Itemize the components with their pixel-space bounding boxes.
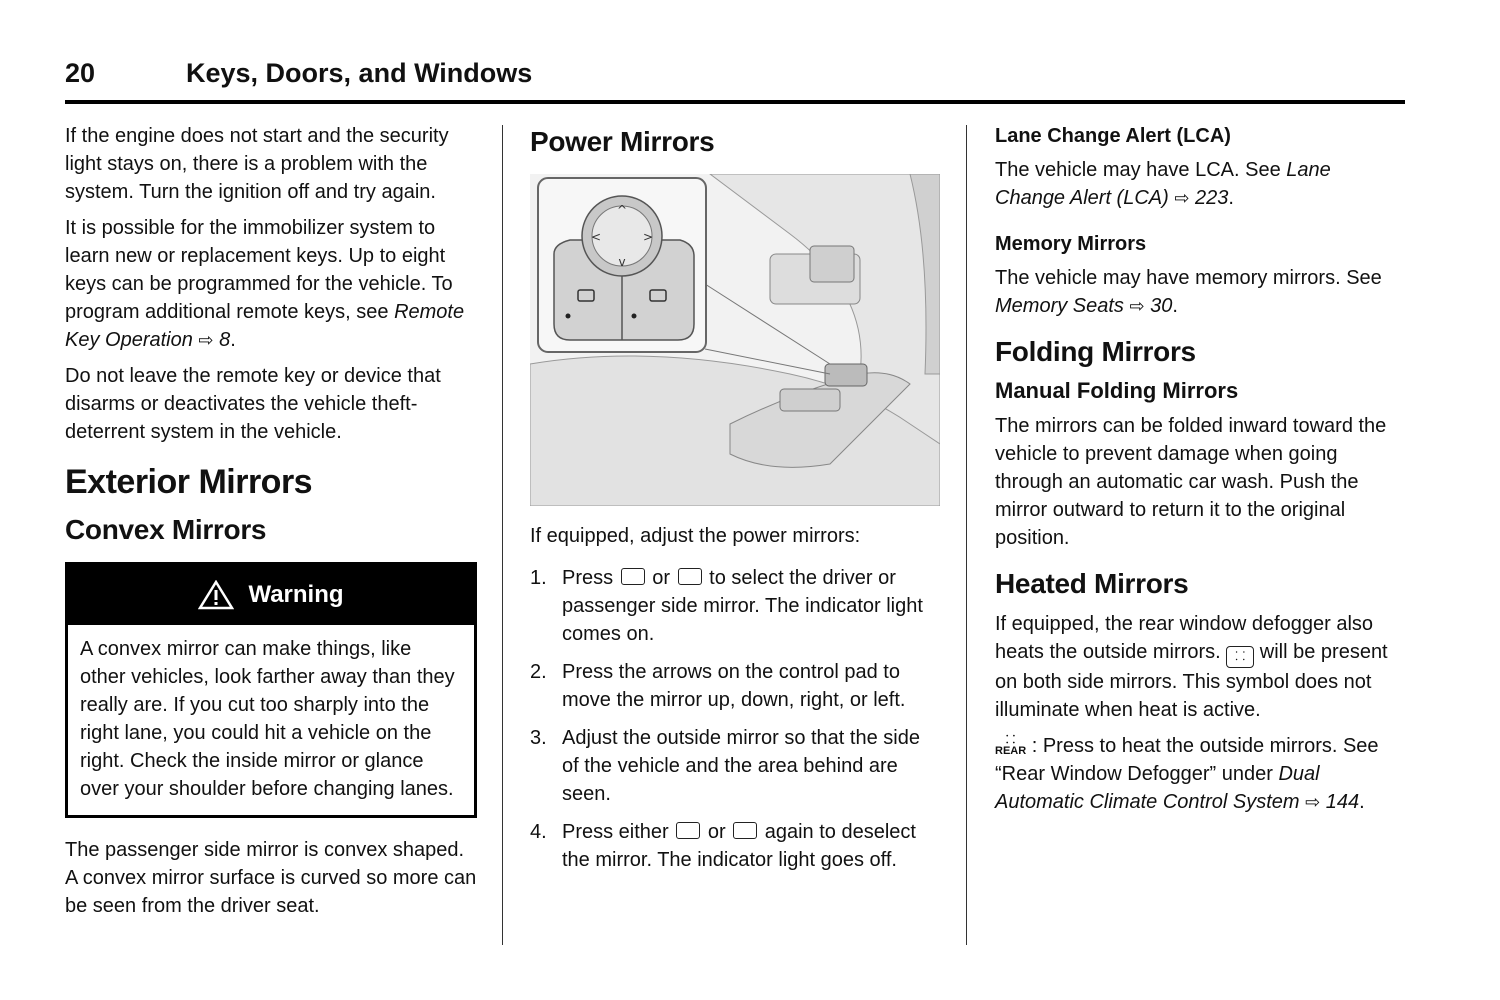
heading-power-mirrors: Power Mirrors — [530, 126, 715, 157]
warning-triangle-icon — [198, 580, 234, 610]
heading-exterior-mirrors: Exterior Mirrors — [65, 463, 313, 501]
list-item: 4. Press either or again to deselect the mirror. The indicator light goes off. — [530, 821, 916, 871]
section-title: Keys, Doors, and Windows — [186, 58, 533, 88]
svg-text:v: v — [618, 255, 626, 269]
cross-reference[interactable]: Remote Key Operation ⇨ 8 — [65, 301, 465, 351]
column-1 — [65, 122, 477, 928]
page-header — [65, 58, 1405, 102]
header-rule — [65, 100, 1405, 104]
page-number: 20 — [65, 58, 96, 88]
warning-header — [68, 565, 474, 625]
column-divider — [966, 125, 967, 945]
paragraph: If equipped, adjust the power mirrors: — [530, 525, 861, 547]
paragraph: The vehicle may have memory mirrors. See Memory Seats ⇨ 30. — [995, 267, 1382, 317]
paragraph: The passenger side mirror is convex shaped. A convex mirror surface is curved so more can be seen from the driver seat. — [65, 839, 477, 917]
cross-reference[interactable]: Lane Change Alert (LCA) ⇨ 223 — [995, 159, 1331, 209]
xref-arrow-icon: ⇨ — [1129, 296, 1145, 316]
heading-heated-mirrors: Heated Mirrors — [995, 568, 1189, 599]
heading-memory-mirrors: Memory Mirrors — [995, 233, 1147, 255]
svg-text:^: ^ — [616, 203, 628, 217]
list-item: 1. Press or to select the driver or passenger side mirror. The indicator light comes on. — [530, 567, 923, 645]
paragraph: It is possible for the immobilizer system to learn new or replacement keys. Up to eight keys can be programmed for the vehicle. To program additional remote keys, see Remote Key Operation ⇨ 8. — [65, 217, 465, 351]
paragraph: The vehicle may have LCA. See Lane Change Alert (LCA) ⇨ 223. — [995, 159, 1331, 209]
cross-reference[interactable]: Memory Seats ⇨ 30 — [995, 295, 1173, 317]
mirror-select-left-icon — [676, 822, 700, 839]
warning-title: Warning — [248, 581, 344, 608]
paragraph: Do not leave the remote key or device that disarms or deactivates the vehicle theft-deterrent system in the vehicle. — [65, 365, 441, 443]
warning-box — [65, 562, 477, 818]
mirror-select-right-icon — [678, 568, 702, 585]
power-mirror-control-illustration — [530, 174, 940, 506]
paragraph: ⸬ REAR : Press to heat the outside mirrors. See “Rear Window Defogger” under Dual Automatic Climate Control System ⇨ 144. — [995, 734, 1379, 813]
xref-arrow-icon: ⇨ — [1174, 188, 1190, 208]
svg-text:>: > — [642, 230, 654, 244]
column-3 — [995, 122, 1405, 824]
heading-lane-change-alert: Lane Change Alert (LCA) — [995, 125, 1231, 147]
column-2 — [530, 122, 940, 884]
rear-defog-button-icon: ⸬ REAR — [995, 734, 1027, 757]
warning-text: A convex mirror can make things, like other vehicles, look farther away than they really are. If you cut too sharply into the right lane, you could hit a vehicle on the right. Check the inside mirror or glance over your shoulder before changing lanes. — [80, 638, 455, 800]
mirror-select-left-icon — [621, 568, 645, 585]
paragraph: If the engine does not start and the security light stays on, there is a problem with the system. Turn the ignition off and try again. — [65, 125, 449, 203]
paragraph: If equipped, the rear window defogger also heats the outside mirrors. ⸬ will be present on both side mirrors. This symbol does not illuminate when heat is active. — [995, 613, 1388, 721]
instruction-list — [530, 564, 940, 874]
svg-text:<: < — [590, 230, 602, 244]
heading-folding-mirrors: Folding Mirrors — [995, 336, 1196, 367]
list-item: 2. Press the arrows on the control pad to move the mirror up, down, right, or left. — [530, 661, 906, 711]
column-divider — [502, 125, 503, 945]
paragraph: The mirrors can be folded inward toward the vehicle to prevent damage when going through an automatic car wash. Push the mirror outward to return it to the original position. — [995, 415, 1387, 549]
rear-defog-icon: ⸬ — [1226, 646, 1254, 668]
mirror-select-right-icon — [733, 822, 757, 839]
xref-arrow-icon: ⇨ — [1305, 792, 1321, 812]
heading-manual-folding-mirrors: Manual Folding Mirrors — [995, 378, 1239, 403]
heading-convex-mirrors: Convex Mirrors — [65, 514, 267, 545]
xref-arrow-icon: ⇨ — [198, 330, 214, 350]
cross-reference[interactable]: Dual Automatic Climate Control System ⇨ 144 — [995, 763, 1360, 813]
list-item: 3. Adjust the outside mirror so that the side of the vehicle and the area behind are seen. — [530, 727, 920, 805]
warning-body — [68, 625, 474, 815]
